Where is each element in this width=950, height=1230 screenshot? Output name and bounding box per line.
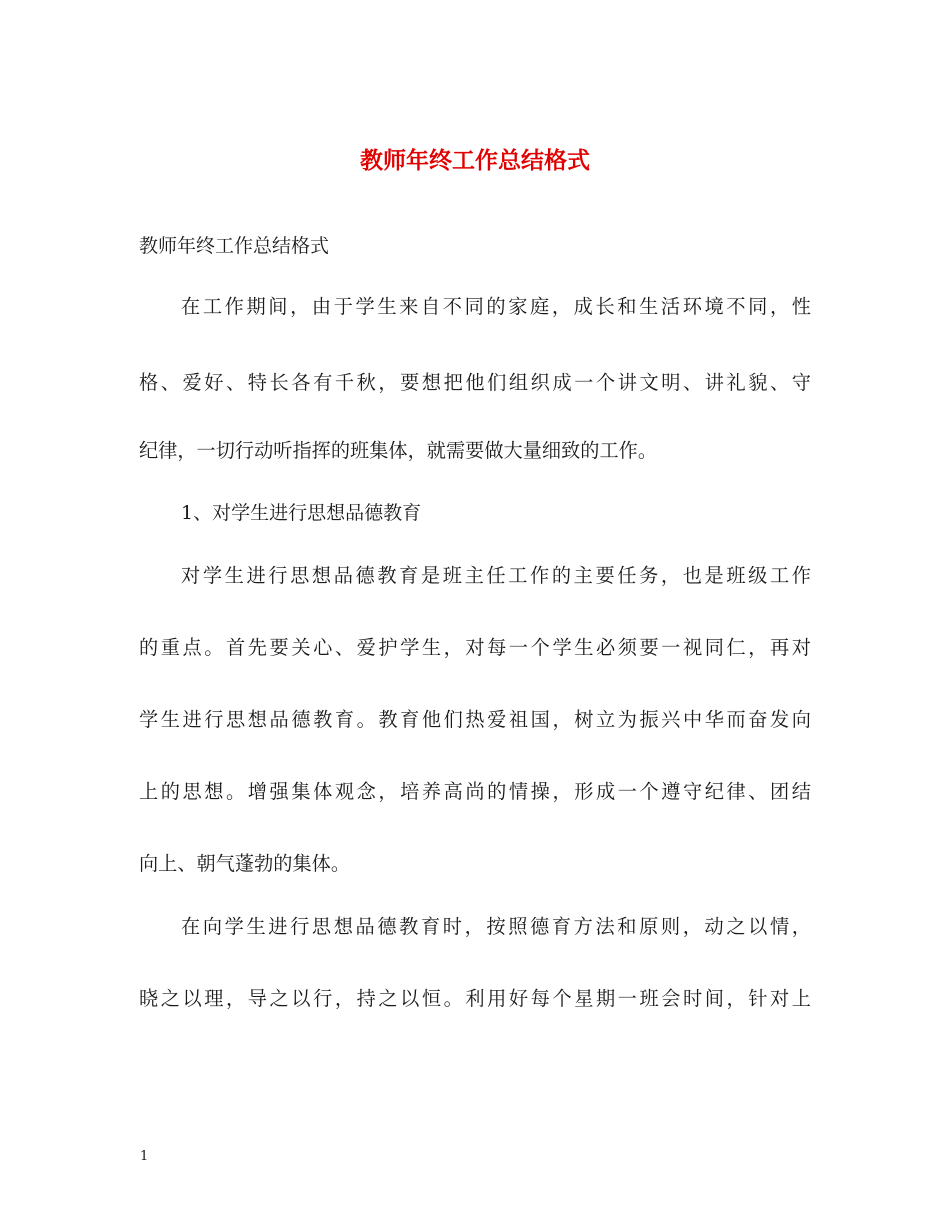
page-number: 1 [140, 1149, 149, 1164]
paragraph-2-line-3: 学生进行思想品德教育。教育他们热爱祖国，树立为振兴中华而奋发向 [139, 708, 811, 731]
document-subtitle: 教师年终工作总结格式 [139, 235, 330, 257]
paragraph-1-line-3: 纪律，一切行动听指挥的班集体，就需要做大量细致的工作。 [139, 439, 658, 462]
paragraph-2-line-4: 上的思想。增强集体观念，培养高尚的情操，形成一个遵守纪律、团结 [139, 780, 811, 803]
paragraph-3-line-1: 在向学生进行思想品德教育时，按照德育方法和原则，动之以情， [181, 915, 811, 938]
paragraph-2-line-5: 向上、朝气蓬勃的集体。 [139, 852, 351, 875]
paragraph-2-line-1: 对学生进行思想品德教育是班主任工作的主要任务，也是班级工作 [181, 564, 811, 587]
paragraph-1-line-2: 格、爱好、特长各有千秋，要想把他们组织成一个讲文明、讲礼貌、守 [139, 371, 811, 394]
paragraph-1-line-1: 在工作期间，由于学生来自不同的家庭，成长和生活环境不同，性 [181, 295, 811, 318]
section-1-heading: 1、对学生进行思想品德教育 [181, 502, 422, 524]
paragraph-3-line-2: 晓之以理，导之以行，持之以恒。利用好每个星期一班会时间，针对上 [139, 987, 811, 1010]
paragraph-2-line-2: 的重点。首先要关心、爱护学生，对每一个学生必须要一视同仁，再对 [139, 636, 811, 659]
document-title: 教师年终工作总结格式 [360, 147, 590, 174]
